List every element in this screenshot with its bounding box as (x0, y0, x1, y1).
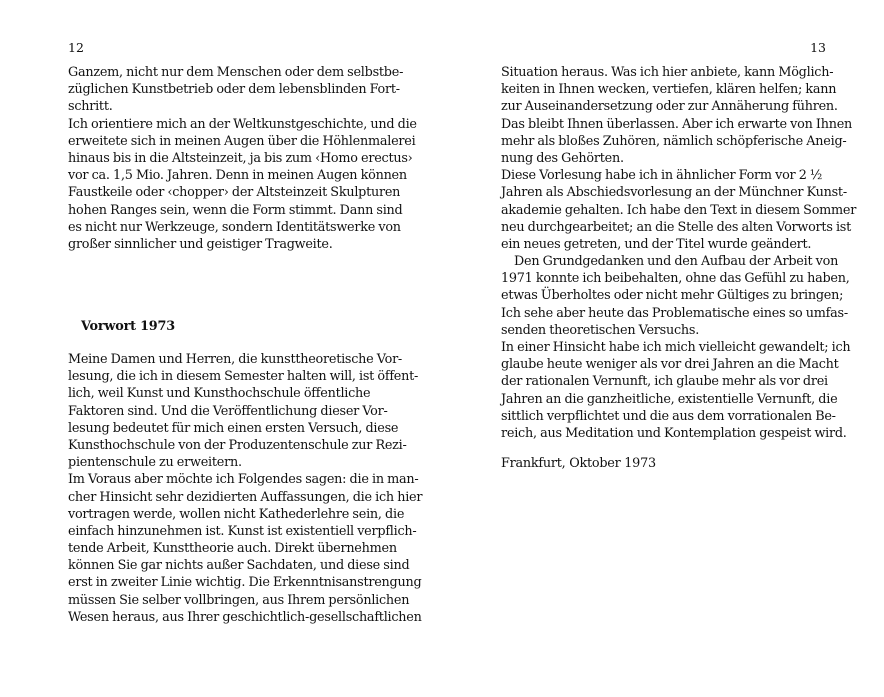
text-line: Situation heraus. Was ich hier anbiete, kann Möglich- (501, 65, 834, 80)
text-line: Meine Damen und Herren, die kunsttheoretische Vor- (68, 352, 403, 367)
text-line: der rationalen Vernunft, ich glaube mehr als vor drei (501, 374, 828, 390)
text-line: Kunsthochschule von der Produzentenschule zur Rezi- (68, 437, 407, 453)
text-line: vor ca. 1,5 Mio. Jahren. Denn in meinen Augen können (68, 168, 407, 184)
text-line: In einer Hinsicht habe ich mich vielleicht gewandelt; ich (501, 340, 851, 355)
text-line: großer sinnlicher und geistiger Tragweite. (68, 236, 333, 252)
text-line: können Sie gar nichts außer Sachdaten, und diese sind (68, 558, 410, 574)
text-line: glaube heute weniger als vor drei Jahren an die Macht (501, 357, 839, 373)
text-line: Wesen heraus, aus Ihrer geschichtlich-gesellschaftlichen (68, 609, 422, 625)
text-line: ein neues getreten, und der Titel wurde geändert. (501, 236, 812, 252)
text-line: Jahren als Abschiedsvorlesung an der Münchner Kunst- (501, 185, 847, 201)
text-line: Das bleibt Ihnen überlassen. Aber ich erwarte von Ihnen (501, 116, 853, 132)
text-line: neu durchgearbeitet; an die Stelle des alten Vorworts ist (501, 219, 852, 235)
text-line: hohen Ranges sein, wenn die Form stimmt. Dann sind (68, 202, 403, 218)
page-number-left: 12 (68, 40, 84, 55)
text-line: mehr als bloßes Zuhören, nämlich schöpferische Aneig- (501, 133, 847, 149)
text-line: Jahren an die ganzheitliche, existentielle Vernunft, die (501, 391, 838, 407)
text-line: Faktoren sind. Und die Veröffentlichung dieser Vor- (68, 403, 388, 419)
text-line: schritt. (68, 99, 113, 115)
text-line: vortragen werde, wollen nicht Kathederlehre sein, die (68, 506, 405, 522)
page-number-right: 13 (810, 40, 826, 55)
text-line: Ich orientiere mich an der Weltkunstgeschichte, und die (68, 116, 417, 132)
text-line: cher Hinsicht sehr dezidierten Auffassungen, die ich hier (68, 489, 423, 505)
text-line: nung des Gehörten. (501, 150, 624, 166)
text-line: lich, weil Kunst und Kunsthochschule öffentliche (68, 386, 371, 402)
text-line: 1971 konnte ich beibehalten, ohne das Gefühl zu haben, (501, 271, 850, 287)
text-line: Ich sehe aber heute das Problematische eines so umfas- (501, 305, 848, 321)
text-line: erweitete sich in meinen Augen über die Höhlenmalerei (68, 133, 416, 149)
text-line: sittlich verpflichtet und die aus dem vorrationalen Be- (501, 408, 836, 424)
text-line: pientenschule zu erweitern. (68, 455, 242, 471)
text-line: Im Voraus aber möchte ich Folgendes sagen: die in man- (68, 472, 419, 488)
text-line: tende Arbeit, Kunsttheorie auch. Direkt übernehmen (68, 541, 397, 557)
left-main-paragraphs (68, 351, 422, 626)
text-line: zur Auseinandersetzung oder zur Annäherung führen. (501, 99, 838, 115)
text-line: Den Grundgedanken und den Aufbau der Arbeit von (514, 254, 839, 270)
text-line: Ganzem, nicht nur dem Menschen oder dem selbstbe- (68, 65, 404, 80)
text-line: müssen Sie selber vollbringen, aus Ihrem persönlichen (68, 592, 410, 608)
text-line: Faustkeile oder ‹chopper› der Altsteinzeit Skulpturen (68, 185, 401, 201)
signature-line: Frankfurt, Oktober 1973 (501, 456, 656, 471)
text-line: lesung, die ich in diesem Semester halten will, ist öffent- (68, 369, 419, 385)
text-line: senden theoretischen Versuchs. (501, 322, 700, 338)
section-heading: Vorwort 1973 (81, 319, 175, 334)
text-line: einfach hinzunehmen ist. Kunst ist existentiell verpflich- (68, 523, 417, 539)
text-line: lesung bedeutet für mich einen ersten Versuch, diese (68, 420, 399, 436)
text-line: keiten in Ihnen wecken, vertiefen, klären helfen; kann (501, 82, 837, 98)
text-line: hinaus bis in die Altsteinzeit, ja bis zum ‹Homo erectus› (68, 150, 413, 166)
left-top-paragraphs (68, 64, 417, 253)
text-line: erst in zweiter Linie wichtig. Die Erkenntnisanstrengung (68, 575, 422, 591)
text-line: etwas Überholtes oder nicht mehr Gültiges zu bringen; (501, 288, 844, 304)
text-line: akademie gehalten. Ich habe den Text in diesem Sommer (501, 202, 857, 218)
right-main-paragraphs (501, 64, 856, 442)
text-line: reich, aus Meditation und Kontemplation gespeist wird. (501, 425, 847, 441)
text-line: züglichen Kunstbetrieb oder dem lebensblinden Fort- (68, 82, 400, 98)
text-line: es nicht nur Werkzeuge, sondern Identitätswerke von (68, 219, 401, 235)
text-line: Diese Vorlesung habe ich in ähnlicher Form vor 2 ½ (501, 168, 823, 184)
